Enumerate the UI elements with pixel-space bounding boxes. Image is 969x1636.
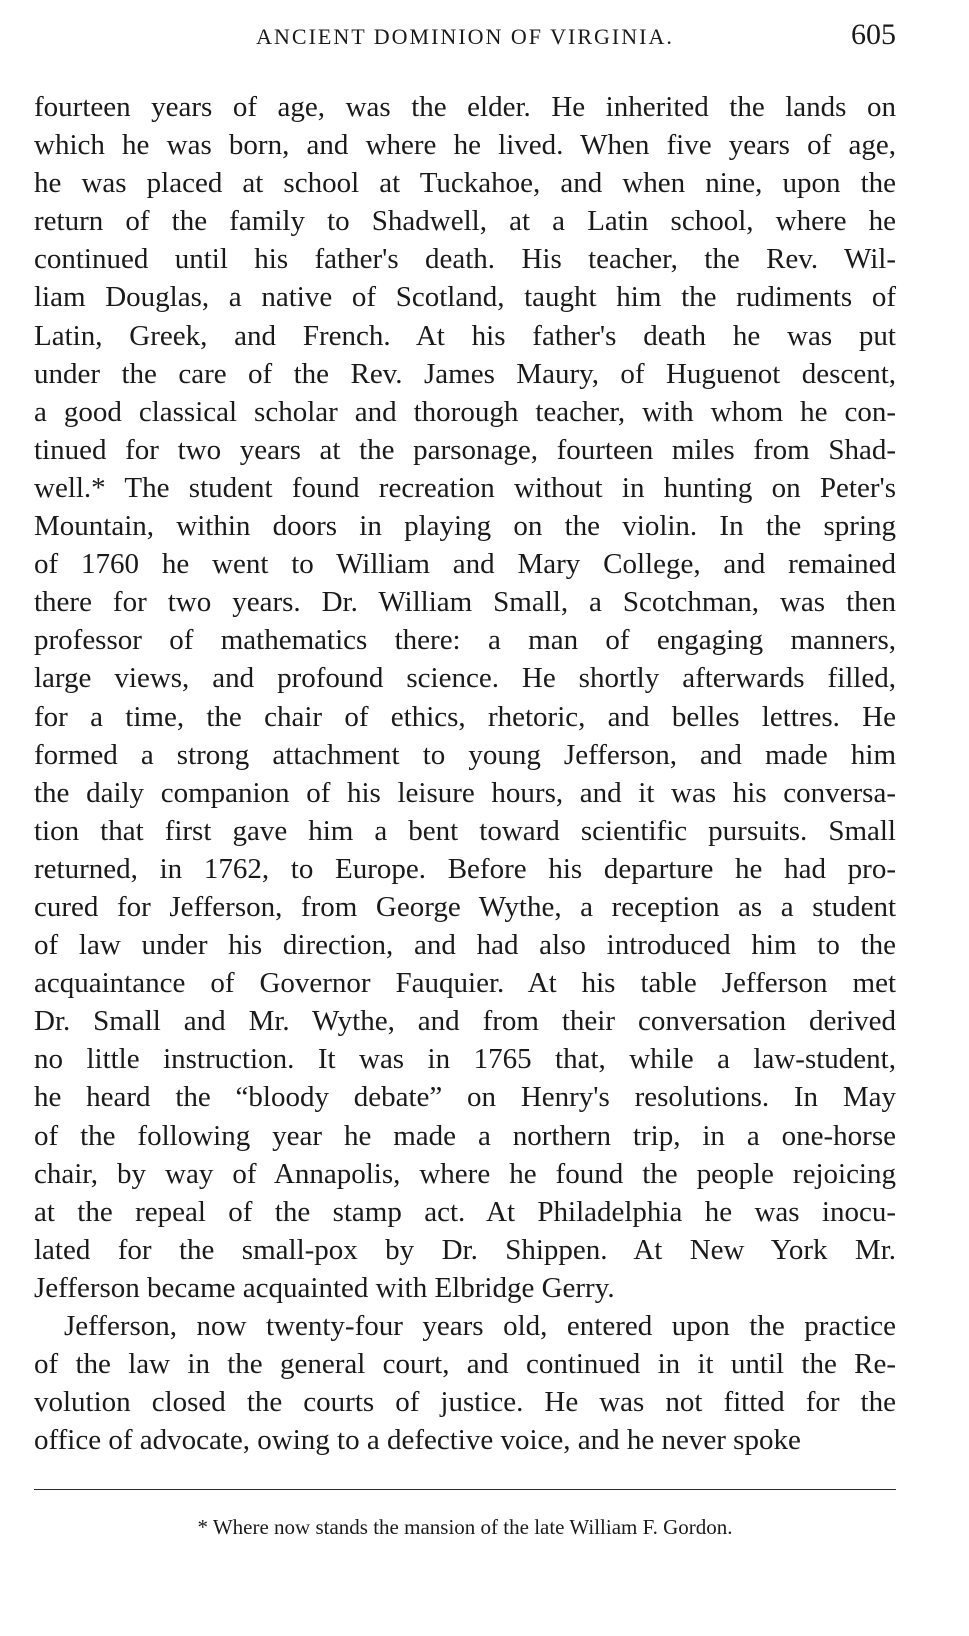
text-line: Mountain, within doors in playing on the violin. In the spring [34,510,896,543]
text-line: Jefferson became acquainted with Elbridge Gerry. [34,1271,615,1304]
text-line: Latin, Greek, and French. At his father's death he was put [34,319,896,352]
text-line: acquaintance of Governor Fauquier. At his table Jefferson met [34,967,896,1000]
text-line: under the care of the Rev. James Maury, of Huguenot descent, [34,357,896,390]
text-line: formed a strong attachment to young Jefferson, and made him [34,738,896,771]
footnote-rule [34,1489,896,1490]
text-line: continued until his father's death. His teacher, the Rev. Wil- [34,243,896,276]
text-line: of the following year he made a northern trip, in a one-horse [34,1119,896,1152]
text-line: tinued for two years at the parsonage, fourteen miles from Shad- [34,433,896,466]
text-line: professor of mathematics there: a man of engaging manners, [34,624,896,657]
text-line: large views, and profound science. He shortly afterwards filled, [34,662,896,695]
text-line: volution closed the courts of justice. He was not fitted for the [34,1386,896,1419]
text-line: liam Douglas, a native of Scotland, taught him the rudiments of [34,281,896,314]
text-line: at the repeal of the stamp act. At Philadelphia he was inocu- [34,1195,896,1228]
text-line: there for two years. Dr. William Small, a Scotchman, was then [34,586,896,619]
text-line: lated for the small-pox by Dr. Shippen. At New York Mr. [34,1233,896,1266]
text-line: Jefferson, now twenty-four years old, entered upon the practice [64,1310,896,1342]
text-line: return of the family to Shadwell, at a Latin school, where he [34,205,896,238]
text-line: of law under his direction, and had also introduced him to the [34,929,896,962]
footnote: * Where now stands the mansion of the late William F. Gordon. [197,1515,733,1539]
text-line: office of advocate, owing to a defective voice, and he never spoke [34,1424,801,1457]
text-line: chair, by way of Annapolis, where he found the people rejoicing [34,1157,896,1190]
text-line: returned, in 1762, to Europe. Before his departure he had pro- [34,852,896,885]
text-line: tion that first gave him a bent toward scientific pursuits. Small [34,814,896,847]
page-number: 605 [851,18,896,51]
text-line: which he was born, and where he lived. When five years of age, [34,129,896,162]
text-line: he was placed at school at Tuckahoe, and when nine, upon the [34,167,896,200]
body-text [34,88,896,1459]
text-line: Dr. Small and Mr. Wythe, and from their conversation derived [34,1005,896,1038]
running-head [34,18,896,58]
text-line: a good classical scholar and thorough teacher, with whom he con- [34,395,896,428]
text-line: fourteen years of age, was the elder. He inherited the lands on [34,91,896,123]
text-line: for a time, the chair of ethics, rhetoric, and belles lettres. He [34,700,896,733]
text-line: well.* The student found recreation without in hunting on Peter's [34,471,896,504]
running-title: ANCIENT DOMINION OF VIRGINIA. [256,24,674,49]
text-line: no little instruction. It was in 1765 that, while a law-student, [34,1043,896,1076]
text-line: of 1760 he went to William and Mary College, and remained [34,548,896,581]
text-line: the daily companion of his leisure hours, and it was his conversa- [34,776,896,809]
text-line: of the law in the general court, and continued in it until the Re- [34,1348,896,1381]
text-line: cured for Jefferson, from George Wythe, a reception as a student [34,890,896,923]
text-line: he heard the “bloody debate” on Henry's resolutions. In May [34,1081,896,1114]
